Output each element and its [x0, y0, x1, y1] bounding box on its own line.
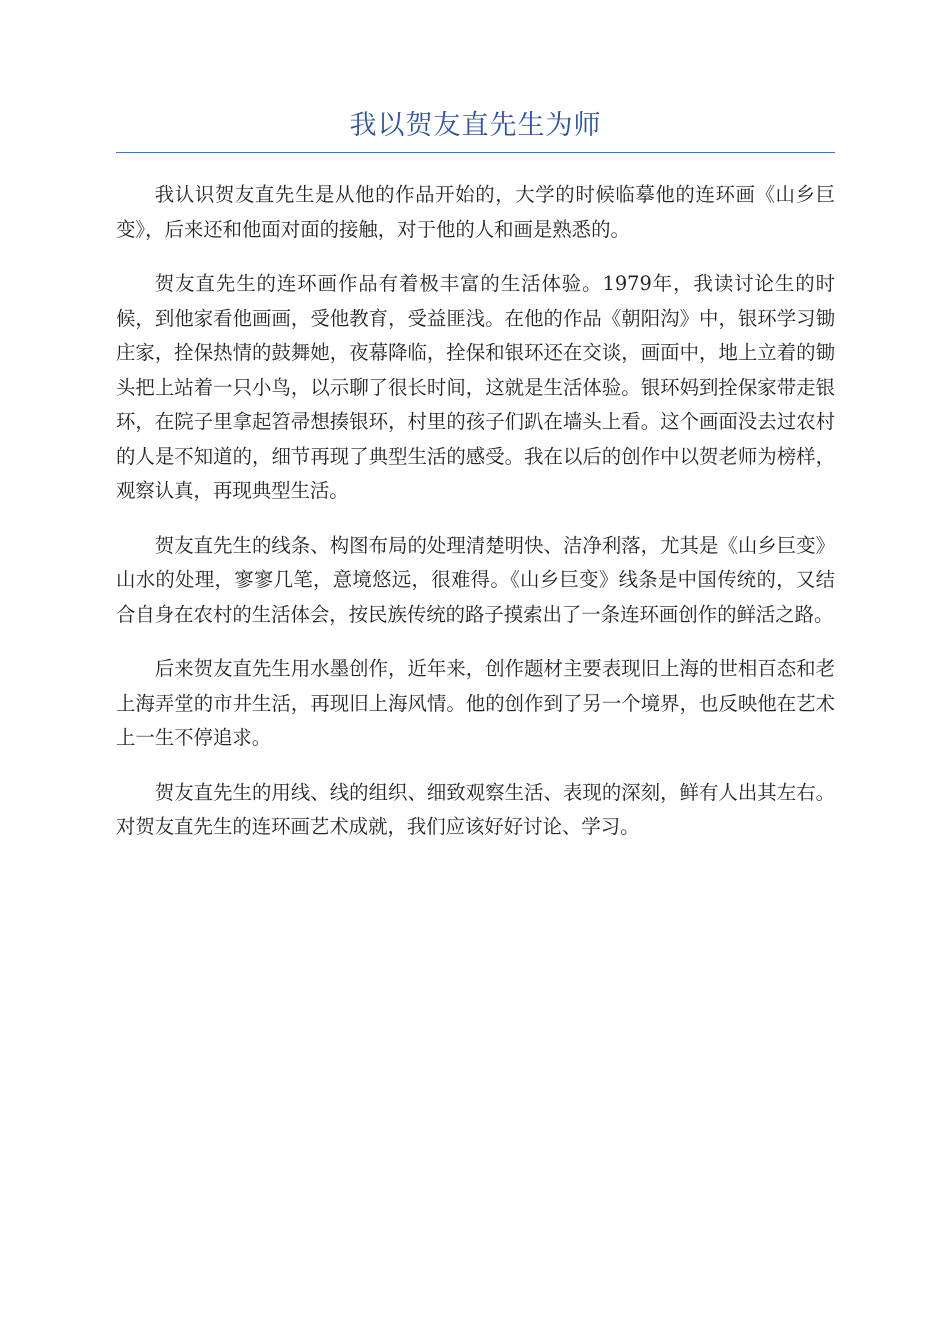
paragraph-2: 贺友直先生的连环画作品有着极丰富的生活体验。1979年，我读讨论生的时候，到他家看他画画，受他教育，受益匪浅。在他的作品《朝阳沟》中，银环学习锄庄家，拴保热情的鼓舞她，夜幕降临，拴保和银环还在交谈，画面中，地上立着的锄头把上站着一只小鸟，以示聊了很长时间，这就是生活体验。银环妈到拴保家带走银环，在院子里拿起笤帚想揍银环，村里的孩子们趴在墙头上看。这个画面没去过农村的人是不知道的，细节再现了典型生活的感受。我在以后的创作中以贺老师为榜样，观察认真，再现典型生活。: [116, 272, 835, 502]
title-underline: [116, 152, 835, 153]
document-body: [116, 178, 835, 865]
title-block: [116, 104, 835, 153]
document-title: 我以贺友直先生为师: [349, 110, 602, 141]
paragraph-4: 后来贺友直先生用水墨创作，近年来，创作题材主要表现旧上海的世相百态和老上海弄堂的市井生活，再现旧上海风情。他的创作到了另一个境界，也反映他在艺术上一生不停追求。: [116, 657, 835, 749]
paragraph-5: 贺友直先生的用线、线的组织、细致观察生活、表现的深刻，鲜有人出其左右。对贺友直先生的连环画艺术成就，我们应该好好讨论、学习。: [116, 780, 835, 838]
paragraph-3: 贺友直先生的线条、构图布局的处理清楚明快、洁净利落，尤其是《山乡巨变》山水的处理，寥寥几笔，意境悠远，很难得。《山乡巨变》线条是中国传统的，又结合自身在农村的生活体会，按民族传统的路子摸索出了一条连环画创作的鲜活之路。: [116, 533, 835, 626]
paragraph-1: 我认识贺友直先生是从他的作品开始的，大学的时候临摹他的连环画《山乡巨变》，后来还和他面对面的接触，对于他的人和画是熟悉的。: [116, 183, 835, 241]
